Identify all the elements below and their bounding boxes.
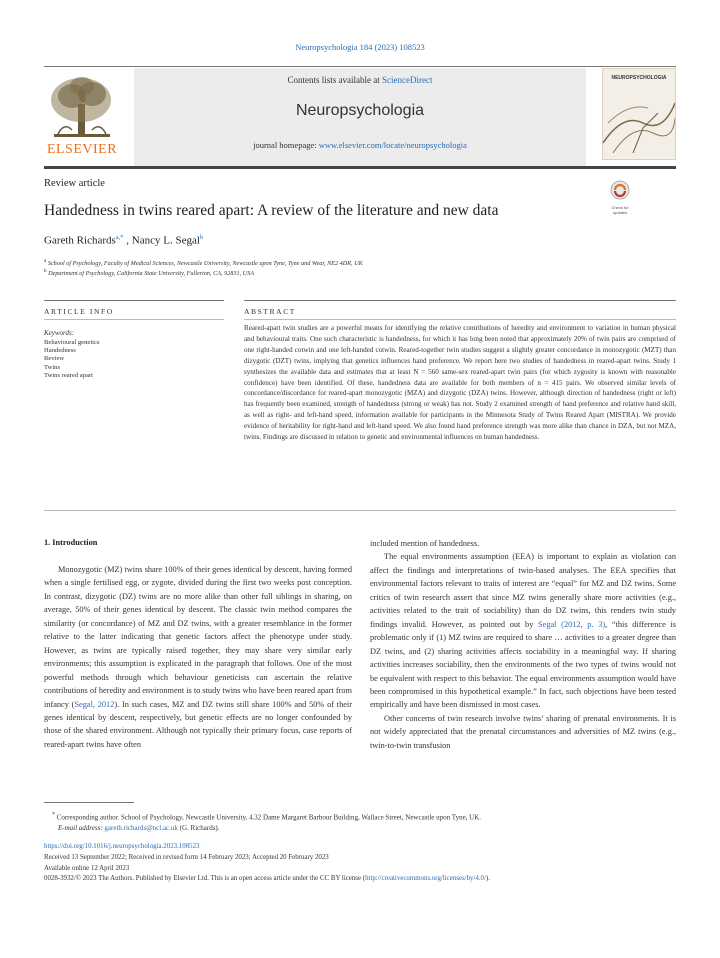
intro-paragraph: Other concerns of twin research involve twins’ sharing of prenatal environments. It is not widely appreciated that the prenatal circumstances and adversities of MZ twins (e.g., twin-to-twin transfusion (370, 713, 676, 750)
corresponding-text: Corresponding author. School of Psychology, Newcastle University, 4.32 Dame Margaret Barbour Building, Wallace Street, Newcastle upon Tyne, UK. (56, 813, 482, 822)
citation-link[interactable]: Segal (2012, p. 3) (538, 619, 606, 629)
affiliation-a-mark: a (44, 258, 47, 264)
badge-label: Check for updates (611, 205, 629, 215)
intro-paragraph: Monozygotic (MZ) twins share 100% of their genes identical by descent, having formed when a single fertilised egg, or zygote, divided during the first two weeks post conception. In contrast, dizygotic (DZ) twins are no more alike than other full siblings in sharing, on average, 50% of their genes identical by descent. The classic twin method compares the similarity (or concordance) of MZ and DZ twins, with a greater resemblance in the former relative to the latter indicating that genetic factors affect the phenotype under study. However, as twins are typically raised together, they may share very similar early environments; this assumption is explicated in the paragraph that follows. One of the most powerful methods through which behaviour geneticists can ascertain the relative contributions of heredity and environment is to study twins who have been reared apart from infancy (Segal, 2012). In such cases, MZ and DZ twins still share 100% and 50% of their genes identical by descent, respectively, but genetic effects are no longer confounded by those of the shared environment. Although not typically their primary focus, case reports of reared-apart twins have often (44, 565, 352, 749)
check-for-updates-badge[interactable] (606, 180, 634, 215)
masthead-center (134, 68, 586, 166)
author-1-marks[interactable]: a,* (115, 234, 124, 241)
author-2[interactable]: Nancy L. Segal (131, 234, 200, 247)
affiliation-a (44, 258, 363, 267)
footnote-rule (44, 802, 134, 803)
homepage-prefix: journal homepage: (253, 140, 319, 150)
abstract-heading: ABSTRACT (244, 307, 296, 316)
keyword-item: Behavioural genetics (44, 339, 100, 346)
abstract-text: Reared-apart twin studies are a powerful means for identifying the relative contributions of heredity and environment to variation in human physical and behavioural traits. One such characteristic is handedness, for which it has long been noted that approximately 20% of twin pairs are comprised of one right-handed cotwin and one left-handed cotwin. Reared-together twin studies suggest a slightly greater concordance in monozygotic (MZT) than dizygotic (DZT) twins, implying that genetics influences hand preference. We report here two studies of handedness in reared-apart twins. Study 1 synthesizes the available data and estimates that at least N = 560 same-sex reared-apart twin pairs (for which zygosity is known with reasonable confidence) have been identified. Of these, handedness data are available for both members of n = 415 pairs. We observed similar levels of concordance/discordance for reared-apart monozygotic (MZA) and dizygotic (DZA) twins. However, although direction of handedness (right or left) has frequently been examined, strength of handedness (strong or weak) has not. Study 2 examined strength of hand preference and relative hand skill, as well as right- and left-hand speed, information available for participants in the Minnesota Study of Twins Reared Apart (MISTRA). We provide evidence of heritability for right-hand and left-hand speed. We also found hand preference strength was more alike than chance in DZA, but not MZA, twins. Findings are discussed in relation to genetic and environmental influences on human handedness. (244, 324, 676, 442)
abstract-bottom-rule (44, 510, 676, 511)
author-separator: , (123, 234, 132, 247)
affiliation-b-mark: b (44, 268, 47, 274)
journal-cover-image (602, 68, 676, 160)
article-info-rule (44, 300, 224, 301)
masthead-top-rule (44, 66, 676, 67)
publication-info (44, 842, 490, 885)
keywords-list (44, 339, 99, 380)
abstract-rule (244, 300, 676, 301)
masthead-bottom-rule (44, 166, 676, 169)
journal-homepage (134, 140, 586, 150)
keyword-item: Handedness (44, 347, 76, 355)
license-line: 0028-3932/© 2023 The Authors. Published by Elsevier Ltd. This is an open access article under the CC BY license (http://creativecommons.org/licenses/by/4.0/). (44, 875, 490, 883)
intro-paragraph: The equal environments assumption (EEA) is important to explain as violation can affect the findings and interpretations of twin-based analyses. The EEA specifies that environmental factors relevant to traits of interest are “equal” for MZ and DZ twins. Some critics of twin research assert that since MZ twins generally share more activities (e.g., activities related to the trait of sociability) than do DZ twins, this renders twin study findings invalid. However, as pointed out by Segal (2012, p. 3), “this difference is problematic only if (1) MZ twins are required to share … activities to a greater degree than DZ twins, and (2) sharing activities affects sociability in a meaningful way. If sharing activities increases sociability, then the environments of the two types of twins would not be equivalent with respect to this behavior. The equal environments assumption would have been compromised in this hypothetical example.” In fact, such objections have been tested empirically and have been dismissed in most cases. (370, 552, 676, 710)
affiliation-b (44, 268, 254, 277)
author-1[interactable]: Gareth Richards (44, 234, 116, 247)
contents-line (134, 75, 586, 85)
keyword-item: Twins (44, 363, 61, 371)
abstract-subrule (244, 319, 676, 320)
doi-link[interactable]: https://doi.org/10.1016/j.neuropsychologia.2023.108523 (44, 843, 200, 850)
contents-prefix: Contents lists available at (287, 75, 382, 85)
journal-name: Neuropsychologia (295, 102, 425, 119)
article-info-heading: ARTICLE INFO (44, 307, 114, 316)
sciencedirect-link[interactable]: ScienceDirect (382, 75, 433, 85)
keyword-item: Review (44, 355, 65, 363)
affiliation-a-text: School of Psychology, Faculty of Medical Sciences, Newcastle University, Newcastle upon Tyne, Tyne and Wear, NE2 4DR, UK (47, 260, 363, 268)
license-link[interactable]: http://creativecommons.org/licenses/by/4.0/ (365, 875, 486, 883)
received-dates: Received 13 September 2022; Received in revised form 14 February 2023; Accepted 20 February 2023 (44, 853, 329, 861)
intro-left-column (44, 563, 352, 751)
masthead (44, 68, 676, 166)
email-link[interactable]: gareth.richards@ncl.ac.uk (104, 823, 178, 832)
available-online: Available online 12 April 2023 (44, 864, 130, 872)
article-title: Handedness in twins reared apart: A review of the literature and new data (44, 202, 499, 219)
email-suffix: (G. Richards). (177, 823, 220, 832)
elsevier-wordmark: ELSEVIER (46, 142, 118, 157)
email-label: E-mail address: (58, 823, 105, 832)
keywords-label: Keywords: (44, 329, 75, 337)
article-info-subrule (44, 319, 224, 320)
check-updates-icon (609, 180, 631, 200)
elsevier-logo (44, 70, 120, 158)
corr-mark: * (52, 812, 55, 818)
intro-heading: 1. Introduction (44, 538, 98, 547)
author-2-marks[interactable]: b (199, 234, 204, 241)
intro-right-column (370, 537, 676, 752)
cover-title: NEUROPSYCHOLOGIA (611, 75, 667, 81)
keyword-item: Twins reared apart (44, 371, 93, 379)
corresponding-footnote (44, 810, 676, 833)
article-type: Review article (44, 178, 105, 189)
intro-paragraph: included mention of handedness. (370, 539, 480, 548)
journal-citation[interactable]: Neuropsychologia 184 (2023) 108523 (295, 42, 425, 52)
citation-link[interactable]: Segal, 2012 (74, 699, 115, 709)
homepage-link[interactable]: www.elsevier.com/locate/neuropsychologia (318, 140, 467, 150)
affiliation-b-text: Department of Psychology, California State University, Fullerton, CA, 92831, USA (48, 270, 255, 278)
author-list (44, 234, 203, 247)
